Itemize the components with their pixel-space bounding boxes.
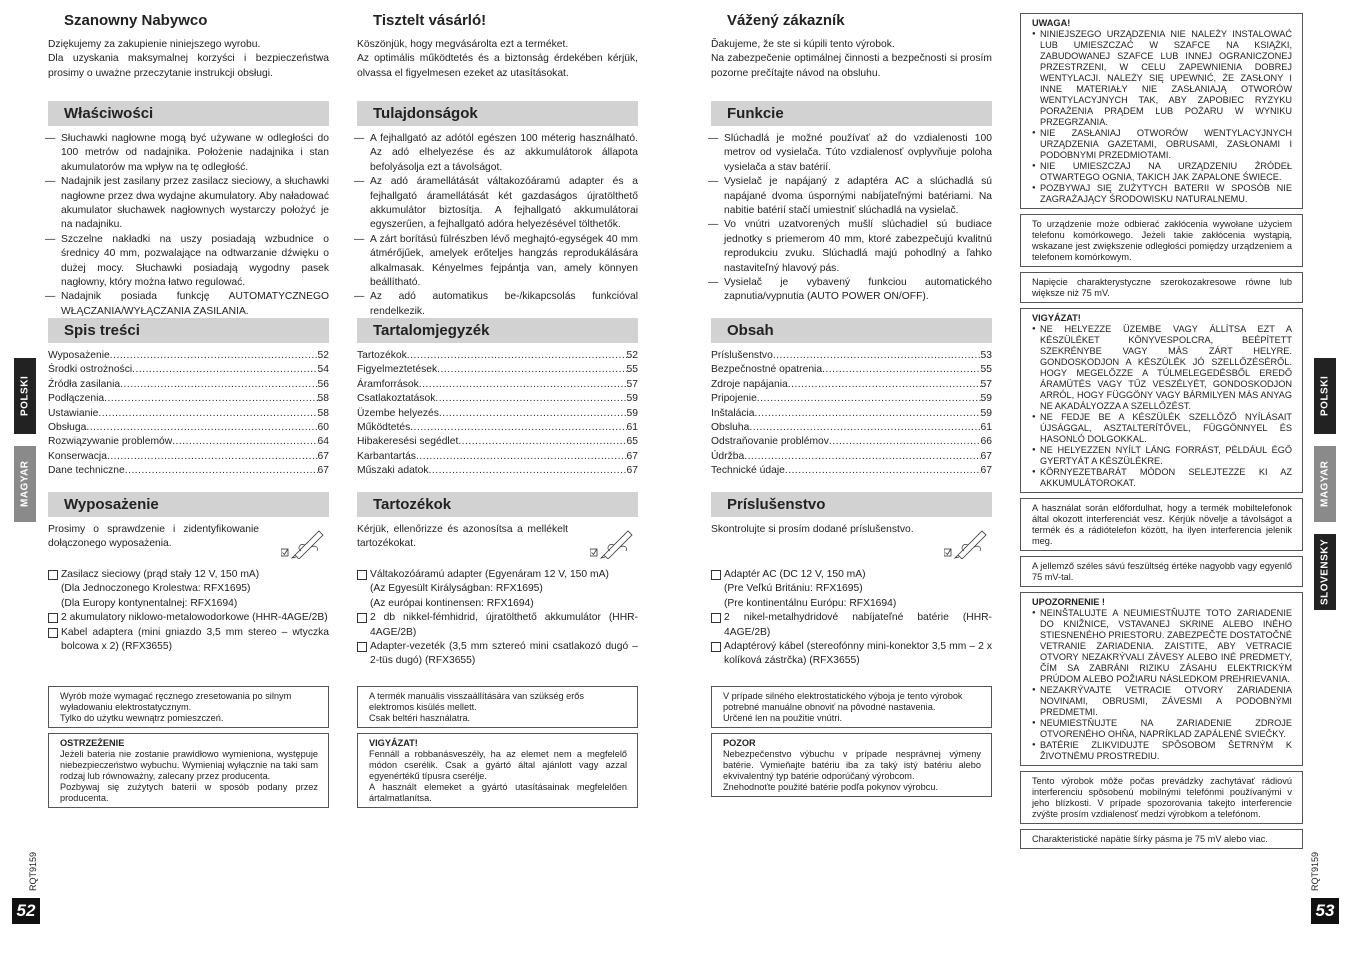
toc-entry-page: 59 bbox=[626, 393, 638, 405]
slovak-caution-box bbox=[1020, 592, 1303, 766]
safety-item: ● NINIEJSZEGO URZĄDZENIA NIE NALEŻY INSTALOWAĆ LUB UMIESZCZAĆ W SZAFCE NA KSIĄŻKI, ZABUDOWANEJ SZAFCE LUB INNEJ OGRANICZONEJ PRZESTRZENI, W CELU ZAPEWNIENIA DOBREJ WENTYLACJI. NALEŻY SIĘ UPEWNIĆ, ŻE ZASŁONY I INNE MATERIAŁY NIE ZASŁANIAJĄ OTWORÓW WENTYLACYJNYCH TAK, ABY ZAPOBIEC RYZYKU PORAŻENIA PRĄDEM LUB POŻARU W WYNIKU PRZEGRZANIA. bbox=[1032, 29, 1292, 128]
toc-entry[interactable] bbox=[48, 407, 329, 421]
toc-entry[interactable] bbox=[357, 392, 638, 406]
toc-list bbox=[357, 349, 638, 480]
accessories-list bbox=[48, 568, 329, 676]
toc-entry-page: 54 bbox=[317, 364, 329, 376]
feature-item: — Az adó automatikus be-/kikapcsolás funkcióval rendelkezik. bbox=[357, 290, 638, 319]
accessory-text: Adaptér AC (DC 12 V, 150 mA) (Pre Veľkú Britániu: RFX1695) (Pre kontinentálnu Európu: RFX1694) bbox=[724, 569, 897, 609]
toc-entry[interactable] bbox=[711, 421, 992, 435]
document-code: RQT9159 bbox=[1310, 852, 1320, 892]
page-number-left: 52 bbox=[12, 898, 40, 924]
checkbox-icon bbox=[48, 613, 58, 623]
toc-entry[interactable] bbox=[48, 464, 329, 478]
intro-line: Dla uzyskania maksymalnej korzyści i bezpieczeństwa prosimy o uważne przeczytanie instrukcji obsługi. bbox=[48, 53, 329, 79]
toc-entry-title: Bezpečnostné opatrenia bbox=[711, 364, 823, 376]
toc-entry-page: 52 bbox=[626, 350, 638, 361]
toc-entry-title: Működtetés bbox=[357, 421, 411, 433]
toc-entry[interactable] bbox=[711, 435, 992, 449]
toc-entry-title: Środki ostrożności bbox=[48, 364, 133, 376]
toc-entry-page: 67 bbox=[980, 450, 992, 462]
accessory-text: Váltakozóáramú adapter (Egyenáram 12 V, 150 mA) (Az Egyesült Királyságban: RFX1695) (Az európai kontinensen: RFX1694) bbox=[370, 569, 609, 609]
feature-item: — Az adó áramellátását váltakozóáramú adapter és a fejhallgató áramellátását két gazdaságos újratölthető akkumulátor biztosítja. A fejhallgató akkumulátorai egyszerűen, a fejhallgató adóra helyezésével tölthetők. bbox=[357, 175, 638, 233]
toc-entry-title: Zdroje napájania bbox=[711, 378, 788, 390]
page-number-right: 53 bbox=[1311, 898, 1339, 924]
safety-item: ● NIE UMIESZCZAJ NA URZĄDZENIU ŹRÓDEŁ OTWARTEGO OGNIA, TAKICH JAK ZAPALONE ŚWIECE. bbox=[1032, 161, 1292, 183]
toc-entry-title: Karbantartás bbox=[357, 450, 416, 462]
accessory-item bbox=[711, 568, 992, 611]
toc-entry[interactable] bbox=[711, 363, 992, 377]
safety-item: ● NEZAKRÝVAJTE VETRACIE OTVORY ZARIADENIA NOVINAMI, OBRUSMI, ZÁVESMI A PODOBNÝMI PREDMETMI. bbox=[1032, 685, 1292, 718]
feature-item: — Vysielač je napájaný z adaptéra AC a slúchadlá sú napájané dvoma úspornými nabíjateľnými batériami. Na nabitie batérií stačí umiestniť slúchadlá na vysielač. bbox=[711, 175, 992, 218]
toc-entry-page: 60 bbox=[317, 421, 329, 433]
hungarian-interference-box: A használat során előfordulhat, hogy a termék mobiltelefonok által okozott interferenciát vesz. Kérjük növelje a távolságot a termék és a rádiótelefon között, ha ilyen interferencia jelenik meg. bbox=[1020, 498, 1303, 551]
accessories-intro-text: Prosimy o sprawdzenie i zidentyfikowanie dołączonego wyposażenia. bbox=[48, 524, 259, 550]
warning-box bbox=[48, 733, 329, 808]
toc-heading: Tartalomjegyzék bbox=[357, 318, 638, 343]
toc-entry[interactable] bbox=[48, 435, 329, 449]
toc-entry-page: 57 bbox=[626, 378, 638, 390]
safety-item: ● BATÉRIE ZLIKVIDUJTE SPÔSOBOM ŠETRNÝM K ŽIVOTNÉMU PROSTREDIU. bbox=[1032, 740, 1292, 762]
language-tab[interactable]: SLOVENSKY bbox=[1314, 534, 1336, 610]
checkbox-icon bbox=[357, 642, 367, 652]
greeting-title: Szanowny Nabywco bbox=[64, 12, 208, 29]
toc-entry-page: 67 bbox=[626, 465, 638, 477]
feature-item: — A fejhallgató az adótól egészen 100 méterig használható. Az adó elhelyezése és az akkumulátorok állapota befolyásolja ezt a távolságot. bbox=[357, 132, 638, 175]
accessory-item bbox=[48, 611, 329, 625]
safety-title: VIGYÁZAT! bbox=[1032, 313, 1081, 323]
feature-item: — Szczelne nakładki na uszy posiadają wzbudnice o średnicy 40 mm, pozwalające na odtwarzanie dźwięku o dużej mocy. Słuchawki posiadają wygodny pasek nagłowny, który można łatwo regulować. bbox=[48, 233, 329, 291]
toc-entry-page: 55 bbox=[626, 364, 638, 376]
accessory-text: Kabel adaptera (mini gniazdo 3,5 mm stereo – wtyczka bolcowa x 2) (RFX3655) bbox=[61, 626, 329, 653]
accessory-text: Adapter-vezeték (3,5 mm sztereó mini csatlakozó dugó – 2-tüs dugó) (RFX3655) bbox=[370, 641, 638, 667]
accessory-item bbox=[711, 611, 992, 640]
warning-text: Nebezpečenstvo výbuchu v prípade nesprávnej výmeny batérie. Vymieňajte batériu iba za taký istý batériu alebo ekvivalentný typ batérie odporúčaný výrobcom. Znehodnoťte použité batérie podľa pokynov výrobcu. bbox=[723, 749, 981, 792]
greeting-title: Vážený zákazník bbox=[727, 12, 845, 29]
toc-entry-page: 59 bbox=[980, 407, 992, 419]
toc-entry-title: Ustawianie bbox=[48, 407, 99, 419]
toc-entry[interactable] bbox=[357, 349, 638, 363]
pen-check-icon bbox=[281, 525, 327, 559]
toc-entry[interactable] bbox=[711, 407, 992, 421]
slovak-interference-box: Tento výrobok môže počas prevádzky zachytávať rádiovú interferenciu spôsobenú mobilnými telefónmi používanými v jeho blízkosti. V prípade spozorovania takejto interferencie zvýšte prosím vzdialenosť medzi výrobkom a telefónom. bbox=[1020, 771, 1303, 824]
toc-entry[interactable] bbox=[711, 392, 992, 406]
warning-text: Fennáll a robbanásveszély, ha az elemet nem a megfelelő módon cserélik. Csak a gyártó által ajánlott vagy azzal egyenértékű típusra cserélje. A használt elemeket a gyártó utasításainak megfelelően ártalmatlanítsa. bbox=[369, 749, 627, 803]
toc-entry-title: Üzembe helyezés bbox=[357, 407, 439, 419]
toc-entry-page: 67 bbox=[317, 450, 329, 462]
accessory-text: Zasilacz sieciowy (prąd stały 12 V, 150 mA) (Dla Jednoczonego Krolestwa: RFX1695) (Dla Europy kontynentalnej: RFX1694) bbox=[61, 569, 260, 609]
accessories-intro-text: Skontrolujte si prosím dodané príslušenstvo. bbox=[711, 524, 914, 535]
checkbox-icon bbox=[357, 570, 367, 580]
toc-entry-title: Figyelmeztetések bbox=[357, 364, 438, 376]
toc-entry-title: Inštalácia bbox=[711, 407, 755, 419]
toc-entry[interactable] bbox=[711, 349, 992, 363]
accessories-list bbox=[357, 568, 638, 676]
warning-box bbox=[711, 733, 992, 797]
toc-heading: Obsah bbox=[711, 318, 992, 343]
intro-line: Na zabezpečenie optimálnej činnosti a bezpečnosti si prosím pozorne prečítajte návod na obsluhu. bbox=[711, 53, 992, 79]
toc-entry[interactable] bbox=[48, 421, 329, 435]
accessory-item bbox=[357, 640, 638, 669]
feature-item: — Slúchadlá je možné používať až do vzdialenosti 100 metrov od vysielača. Túto vzdialenosť ovplyvňuje poloha vysielača a stav batérií. bbox=[711, 132, 992, 175]
greeting-title: Tisztelt vásárló! bbox=[373, 12, 487, 29]
slovak-voltage-box: Charakteristické napätie šírky pásma je 75 mV alebo viac. bbox=[1020, 829, 1303, 849]
accessories-intro bbox=[357, 523, 638, 563]
safety-item: ● NEINŠTALUJTE A NEUMIESTŇUJTE TOTO ZARIADENIE DO KNIŽNICE, VSTAVANEJ SKRINE ALEBO INÉHO STIESNENÉHO PRIESTORU. ZABEZPEČTE DOSTATOČNÉ VETRANIE ZARIADENIA. ZAISTITE, ABY VETRACIE OTVORY NEZAKRÝVALI ZÁVESY ALEBO INÉ PREDMETY, ČÍM SA ZABRÁNI RIZIKU ZÁSAHU ELEKTRICKÝM PRÚDOM ALEBO POŽIARU NÁSLEDKOM PREHRIEVANIA. bbox=[1032, 608, 1292, 685]
polish-voltage-box: Napięcie charakterystyczne szerokozakresowe równe lub większe niż 75 mV. bbox=[1020, 272, 1303, 303]
intro-line: Köszönjük, hogy megvásárolta ezt a terméket. bbox=[357, 39, 569, 50]
toc-entry-title: Tartozékok bbox=[357, 350, 407, 361]
checkbox-icon bbox=[357, 613, 367, 623]
intro-text bbox=[357, 38, 638, 98]
toc-entry-title: Údržba bbox=[711, 450, 745, 462]
toc-entry-page: 58 bbox=[317, 407, 329, 419]
warning-title: OSTRZEŻENIE bbox=[60, 738, 125, 748]
toc-entry[interactable] bbox=[48, 378, 329, 392]
toc-entry-page: 53 bbox=[980, 350, 992, 361]
language-column bbox=[711, 0, 992, 797]
safety-item: ● NEUMIESTŇUJTE NA ZARIADENIE ZDROJE OTVORENÉHO OHŇA, NAPRÍKLAD ZAPÁLENÉ SVIEČKY. bbox=[1032, 718, 1292, 740]
accessory-text: 2 akumulatory niklowo-metalowodorkowe (HHR-4AGE/2B) bbox=[61, 612, 328, 624]
toc-entry[interactable] bbox=[357, 378, 638, 392]
accessories-heading: Wyposażenie bbox=[48, 492, 329, 517]
features-list bbox=[48, 132, 329, 318]
toc-entry-title: Hibakeresési segédlet bbox=[357, 436, 459, 448]
pen-check-icon bbox=[590, 525, 636, 559]
safety-item: ● POZBYWAJ SIĘ ZUŻYTYCH BATERII W SPOSÓB NIE ZAGRAŻAJĄCY ŚRODOWISKU NATURALNEMU. bbox=[1032, 183, 1292, 205]
toc-entry-page: 67 bbox=[626, 450, 638, 462]
intro-line: Az optimális működtetés és a biztonság érdekében kérjük, olvassa el figyelmesen ezeket az utasításokat. bbox=[357, 53, 638, 79]
features-list bbox=[357, 132, 638, 318]
intro-line: Dziękujemy za zakupienie niniejszego wyrobu. bbox=[48, 39, 261, 50]
toc-entry[interactable] bbox=[357, 421, 638, 435]
notice-box: A termék manuális visszaállítására van szükség erős elektromos kisülés mellett. Csak beltéri használatra. bbox=[357, 686, 638, 728]
toc-entry-page: 55 bbox=[980, 364, 992, 376]
feature-item: — Słuchawki nagłowne mogą być używane w odległości do 100 metrów od nadajnika. Położenie nadajnika i stan akumulatorów ma wpływ na tę odległość. bbox=[48, 132, 329, 175]
toc-entry-title: Obsługa bbox=[48, 421, 87, 433]
toc-entry[interactable] bbox=[711, 450, 992, 464]
safety-title: UWAGA! bbox=[1032, 18, 1071, 28]
warning-title: POZOR bbox=[723, 738, 756, 748]
toc-entry[interactable] bbox=[48, 450, 329, 464]
toc-entry[interactable] bbox=[357, 407, 638, 421]
feature-item: — Nadajnik jest zasilany przez zasilacz sieciowy, a słuchawki nagłowne przez dwa wydajne akumulatory. Aby naładować akumulator słuchawek nagłownych wystarczy położyć je na nadajniku. bbox=[48, 175, 329, 233]
toc-entry-page: 58 bbox=[317, 393, 329, 405]
toc-entry-title: Wyposażenie bbox=[48, 350, 110, 361]
accessories-intro bbox=[48, 523, 329, 563]
safety-item: ● NE HELYEZZE ÜZEMBE VAGY ÁLLÍTSA EZT A KÉSZÜLÉKET KÖNYVESPOLCRA, BEÉPÍTETT SZEKRÉNYBE VAGY MÁS ZÁRT HELYRE. GONDOSKODJON A KÉSZÜLÉK JÓ SZELLŐZÉSÉRŐL. HOGY MEGELŐZZE A TÚLMELEGEDÉSBŐL EREDŐ ÁRAMÜTÉS VAGY TŰZ VESZÉLYÉT, GONDOSKODJON ARRÓL, HOGY FÜGGÖNY VAGY BÁRMILYEN MÁS ANYAG NE AKADÁLYOZZA A SZELLŐZÉST. bbox=[1032, 324, 1292, 412]
accessory-item bbox=[357, 611, 638, 640]
accessories-list bbox=[711, 568, 992, 676]
hungarian-voltage-box: A jellemző széles sávú feszültség értéke nagyobb vagy egyenlő 75 mV-tal. bbox=[1020, 556, 1303, 587]
language-column bbox=[357, 0, 638, 808]
checkbox-icon bbox=[711, 570, 721, 580]
toc-entry-page: 61 bbox=[626, 421, 638, 433]
safety-item: ● NE FEDJE BE A KÉSZÜLÉK SZELLŐZŐ NYÍLÁSAIT ÚJSÁGGAL, ASZTALTERÍTŐVEL, FÜGGÖNNYEL ÉS HASONLÓ DOLGOKKAL. bbox=[1032, 412, 1292, 445]
toc-entry-page: 67 bbox=[980, 465, 992, 477]
language-tab[interactable]: MAGYAR bbox=[14, 446, 36, 522]
accessories-intro bbox=[711, 523, 992, 563]
toc-entry-page: 66 bbox=[980, 436, 992, 448]
toc-entry[interactable] bbox=[357, 450, 638, 464]
features-heading: Tulajdonságok bbox=[357, 101, 638, 126]
checkbox-icon bbox=[48, 628, 58, 638]
toc-entry-title: Dane techniczne bbox=[48, 465, 125, 477]
toc-entry-title: Áramforrások bbox=[357, 378, 419, 390]
toc-entry-title: Csatlakoztatások bbox=[357, 393, 436, 405]
accessories-intro-text: Kérjük, ellenőrizze és azonosítsa a mellékelt tartozékokat. bbox=[357, 524, 568, 550]
toc-list bbox=[711, 349, 992, 480]
safety-title: UPOZORNENIE ! bbox=[1032, 597, 1105, 607]
toc-entry-page: 59 bbox=[626, 407, 638, 419]
warning-box bbox=[357, 733, 638, 808]
toc-entry-page: 61 bbox=[980, 421, 992, 433]
accessory-text: Adaptérový kábel (stereofónny mini-konektor 3,5 mm – 2 x kolíková zástrčka) (RFX3655) bbox=[724, 641, 992, 667]
hungarian-caution-box bbox=[1020, 308, 1303, 493]
toc-entry-title: Obsluha bbox=[711, 421, 750, 433]
language-tab[interactable]: MAGYAR bbox=[1314, 446, 1336, 522]
language-tab[interactable]: POLSKI bbox=[1314, 358, 1336, 434]
toc-heading: Spis treści bbox=[48, 318, 329, 343]
toc-entry-title: Konserwacja bbox=[48, 450, 107, 462]
features-heading: Właściwości bbox=[48, 101, 329, 126]
toc-entry-title: Műszaki adatok bbox=[357, 465, 429, 477]
checkbox-icon bbox=[48, 570, 58, 580]
notice-box: V prípade silného elektrostatického výboja je tento výrobok potrebné manuálne obnoviť na pôvodné nastavenia. Určené len na použitie vnútri. bbox=[711, 686, 992, 728]
language-tab[interactable]: POLSKI bbox=[14, 358, 36, 434]
accessories-heading: Tartozékok bbox=[357, 492, 638, 517]
checkbox-icon bbox=[711, 642, 721, 652]
safety-item: ● KÖRNYEZETBARÁT MÓDON SELEJTEZZE KI AZ AKKUMULÁTOROKAT. bbox=[1032, 467, 1292, 489]
toc-entry[interactable] bbox=[711, 378, 992, 392]
safety-column bbox=[1020, 13, 1303, 854]
toc-entry-page: 64 bbox=[317, 436, 329, 448]
toc-entry[interactable] bbox=[48, 349, 329, 363]
toc-entry-title: Podłączenia bbox=[48, 393, 105, 405]
toc-entry-page: 59 bbox=[980, 393, 992, 405]
feature-item: — Vo vnútri uzatvorených mušlí slúchadiel sú budiace jednotky s priemerom 40 mm, ktoré zabezpečujú kvalitnú reprodukciu zvuku. Slúchadlá majú pohodlný a ľahko nastaviteľný hlavový pás. bbox=[711, 218, 992, 276]
toc-entry-page: 67 bbox=[317, 465, 329, 477]
intro-text bbox=[48, 38, 329, 98]
toc-entry-page: 52 bbox=[317, 350, 329, 361]
polish-interference-box: To urządzenie może odbierać zakłócenia wywołane użyciem telefonu komórkowego. Jeżeli takie zakłócenia wystąpią, wskazane jest zwiększenie odległości pomiędzy urządzeniem a telefonem komórkowym. bbox=[1020, 214, 1303, 267]
language-column bbox=[48, 0, 329, 808]
toc-entry-title: Príslušenstvo bbox=[711, 350, 773, 361]
toc-entry-title: Technické údaje bbox=[711, 465, 785, 477]
feature-item: — Nadajnik posiada funkcję AUTOMATYCZNEGO WŁĄCZANIA/WYŁĄCZANIA ZASILANIA. bbox=[48, 290, 329, 319]
toc-entry-title: Odstraňovanie problémov bbox=[711, 436, 829, 448]
intro-line: Ďakujeme, že ste si kúpili tento výrobok. bbox=[711, 39, 895, 50]
toc-entry[interactable] bbox=[357, 435, 638, 449]
toc-entry-page: 57 bbox=[980, 378, 992, 390]
toc-entry-title: Pripojenie bbox=[711, 393, 757, 405]
toc-entry-title: Źródła zasilania bbox=[48, 378, 121, 390]
features-heading: Funkcie bbox=[711, 101, 992, 126]
checkbox-icon bbox=[711, 613, 721, 623]
notice-box: Wyrób może wymagać ręcznego zresetowania po silnym wyładowaniu elektrostatycznym. Tylko do użytku wewnątrz pomieszczeń. bbox=[48, 686, 329, 728]
toc-entry-page: 65 bbox=[626, 436, 638, 448]
accessory-item bbox=[357, 568, 638, 611]
accessory-text: 2 db nikkel-fémhidrid, újratölthető akkumulátor (HHR-4AGE/2B) bbox=[370, 612, 638, 638]
pen-check-icon bbox=[944, 525, 990, 559]
toc-entry[interactable] bbox=[711, 464, 992, 478]
accessory-item bbox=[48, 626, 329, 655]
toc-entry[interactable] bbox=[48, 363, 329, 377]
accessory-text: 2 nikel-metalhydridové nabíjateľné batérie (HHR-4AGE/2B) bbox=[724, 612, 992, 638]
toc-list bbox=[48, 349, 329, 480]
toc-entry[interactable] bbox=[48, 392, 329, 406]
toc-entry[interactable] bbox=[357, 464, 638, 478]
safety-item: ● NE HELYEZZEN NYÍLT LÁNG FORRÁST, PÉLDÁUL ÉGŐ GYERTYÁT A KÉSZÜLÉKRE. bbox=[1032, 445, 1292, 467]
features-list bbox=[711, 132, 992, 318]
intro-text bbox=[711, 38, 992, 98]
toc-entry-title: Rozwiązywanie problemów bbox=[48, 436, 173, 448]
accessory-item bbox=[711, 640, 992, 669]
feature-item: — A zárt borítású fülrészben lévő meghajtó-egységek 40 mm átmérőjűek, amelyek erőteljes hangzás reprodukálására alkalmasak. Kényelmes fejpántja van, amely könnyen beállítható. bbox=[357, 233, 638, 291]
accessory-item bbox=[48, 568, 329, 611]
toc-entry[interactable] bbox=[357, 363, 638, 377]
warning-text: Jeżeli bateria nie zostanie prawidłowo wymieniona, występuje niebezpieczeństwo wybuchu. Wymieniaj wyłącznie na taki sam rodzaj lub równoważny, zalecany przez producenta. Pozbywaj się zużytych baterii w sposób podany przez producenta. bbox=[60, 749, 318, 803]
toc-entry-page: 56 bbox=[317, 378, 329, 390]
feature-item: — Vysielač je vybavený funkciou automatického zapnutia/vypnutia (AUTO POWER ON/OFF). bbox=[711, 276, 992, 305]
safety-item: ● NIE ZASŁANIAJ OTWORÓW WENTYLACYJNYCH URZĄDZENIA GAZETAMI, OBRUSAMI, ZASŁONAMI I PODOBNYMI PRZEDMIOTAMI. bbox=[1032, 128, 1292, 161]
document-code: RQT9159 bbox=[28, 852, 38, 892]
warning-title: VIGYÁZAT! bbox=[369, 738, 418, 748]
accessories-heading: Príslušenstvo bbox=[711, 492, 992, 517]
polish-caution-box bbox=[1020, 13, 1303, 209]
